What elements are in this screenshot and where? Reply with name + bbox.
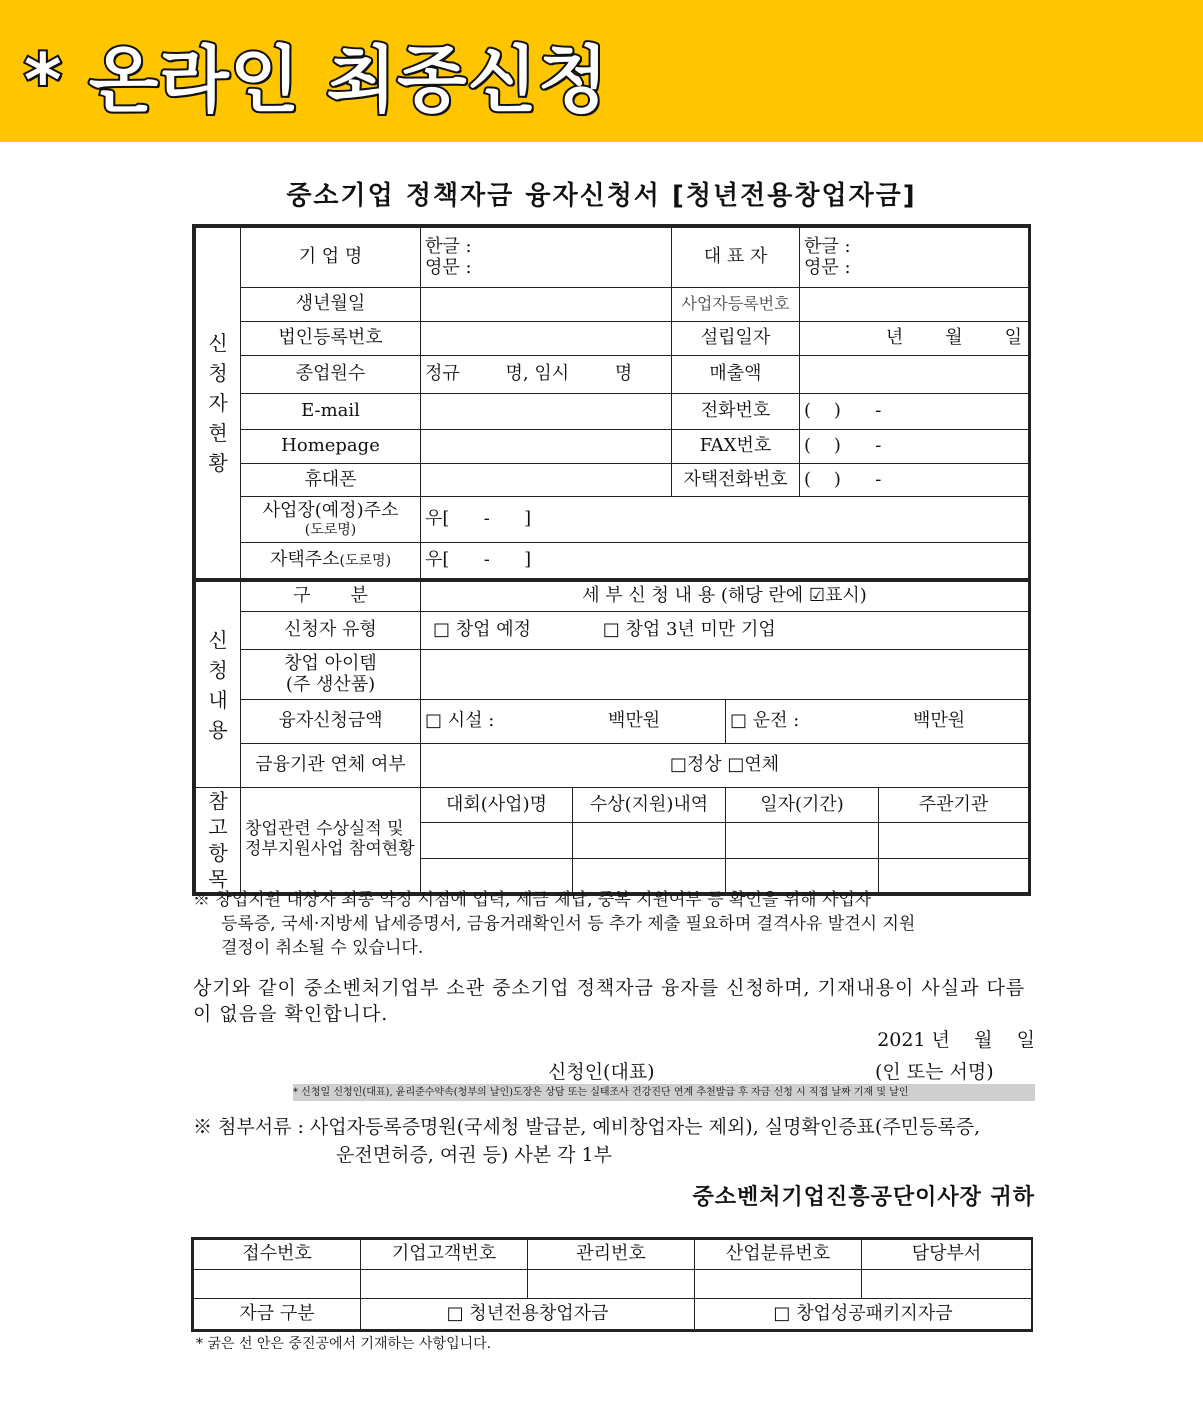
office-cell[interactable] <box>528 1270 695 1299</box>
office-header-customer: 기업고객번호 <box>361 1240 528 1270</box>
birth-field[interactable] <box>421 288 672 322</box>
category-header: 구 분 <box>241 582 421 612</box>
ref-header-date: 일자(기간) <box>726 788 879 823</box>
company-name-field[interactable]: 한글 : 영문 : <box>421 228 672 288</box>
office-header-dept: 담당부서 <box>862 1240 1032 1270</box>
founded-label: 설립일자 <box>672 322 800 356</box>
delinquency-options[interactable]: □정상 □연체 <box>421 744 1029 788</box>
office-header-receipt: 접수번호 <box>194 1240 361 1270</box>
home-phone-label: 자택전화번호 <box>672 464 800 497</box>
operating-amount-field[interactable]: □ 운전 : 백만원 <box>726 700 1029 744</box>
reference-row-label: 창업관련 수상실적 및 정부지원사업 참여현황 <box>241 788 421 893</box>
office-use-table <box>191 1237 1033 1332</box>
ref-cell[interactable] <box>726 823 879 858</box>
addressee: 중소벤처기업진흥공단이사장 귀하 <box>692 1184 1035 1210</box>
eligibility-note: ※ 창업지원 대상자 최종 약정 시점에 업력, 세금 체납, 중복 지원여부 등 확인을 위해 사업자 등록증, 국세·지방세 납세증명서, 금융거래확인서 등 추가 제출 필요하며 결격사유 발견시 지원 결정이 취소될 수 있습니다. <box>193 890 916 958</box>
home-address-label: 자택주소(도로명) <box>241 543 421 579</box>
delinquency-label: 금융기관 연체 여부 <box>241 744 421 788</box>
fund-type-label: 자금 구분 <box>194 1299 361 1330</box>
homepage-field[interactable] <box>421 430 672 464</box>
header-banner <box>0 0 1203 142</box>
request-content-table <box>192 578 1031 896</box>
company-name-label: 기 업 명 <box>241 228 421 288</box>
checkbox-youth-fund[interactable]: □ 청년전용창업자금 <box>361 1299 695 1330</box>
corp-reg-no-field[interactable] <box>421 322 672 356</box>
declaration-text: 상기와 같이 중소벤처기업부 소관 중소기업 정책자금 융자를 신청하며, 기재내용이 사실과 다름이 없음을 확인합니다. <box>193 977 1026 1025</box>
email-field[interactable] <box>421 394 672 430</box>
ref-header-award: 수상(지원)내역 <box>573 788 726 823</box>
biz-address-field[interactable]: 우[ - ] <box>421 497 1029 543</box>
birth-label: 생년월일 <box>241 288 421 322</box>
office-cell[interactable] <box>194 1270 361 1299</box>
reference-section-label: 참 고 항 목 <box>196 788 241 893</box>
office-cell[interactable] <box>862 1270 1032 1299</box>
representative-label: 대 표 자 <box>672 228 800 288</box>
applicant-type-options <box>421 612 1029 650</box>
fax-label: FAX번호 <box>672 430 800 464</box>
phone-field[interactable]: ( ) - <box>800 394 1029 430</box>
mobile-label: 휴대폰 <box>241 464 421 497</box>
item-label: 창업 아이템 (주 생산품) <box>241 650 421 700</box>
checkbox-facility: □ 시설 : <box>425 710 495 732</box>
facility-amount-field[interactable]: □ 시설 : 백만원 <box>421 700 726 744</box>
item-field[interactable] <box>421 650 1029 700</box>
checkbox-operating: □ 운전 : <box>730 710 800 732</box>
ref-cell[interactable] <box>421 823 573 858</box>
detail-header: 세 부 신 청 내 용 (해당 란에 ☑표시) <box>421 582 1029 612</box>
seal-or-signature[interactable]: (인 또는 서명) <box>875 1061 994 1083</box>
checkbox-success-package[interactable]: □ 창업성공패키지자금 <box>695 1299 1032 1330</box>
applicant-section-label: 신 청 자 현 황 <box>196 228 241 579</box>
applicant-type-label: 신청자 유형 <box>241 612 421 650</box>
home-address-field[interactable]: 우[ - ] <box>421 543 1029 579</box>
office-header-manage: 관리번호 <box>528 1240 695 1270</box>
date-line: 2021 년 월 일 <box>877 1029 1035 1051</box>
office-cell[interactable] <box>695 1270 862 1299</box>
attachments-note: ※ 첨부서류 : 사업자등록증명원(국세청 발급분, 예비창업자는 제외), 실명확인증표(주민등록증, 운전면허증, 여권 등) 사본 각 1부 <box>193 1116 981 1166</box>
checkbox-startup-planned[interactable]: □ 창업 예정 <box>433 619 532 641</box>
footnote: * 굵은 선 안은 중진공에서 기재하는 사항입니다. <box>196 1336 492 1352</box>
office-header-industry: 산업분류번호 <box>695 1240 862 1270</box>
biz-address-label: 사업장(예정)주소 (도로명) <box>241 497 421 543</box>
founded-field[interactable]: 년 월 일 <box>800 322 1029 356</box>
biz-reg-no-field[interactable] <box>800 288 1029 322</box>
checkbox-startup-under-3y[interactable]: □ 창업 3년 미만 기업 <box>602 619 776 641</box>
fine-print: * 신청일 신청인(대표), 윤리준수약속(청부의 날인)도장은 상담 또는 실태조사 건강진단 연계 추천발급 후 자금 신청 시 직접 날짜 기재 및 날인 <box>293 1084 1035 1101</box>
sales-field[interactable] <box>800 356 1029 394</box>
applicant-signature-label: 신청인(대표) <box>548 1061 655 1083</box>
ref-cell[interactable] <box>573 823 726 858</box>
banner-title: * 온라인 최종신청 <box>24 38 609 122</box>
homepage-label: Homepage <box>241 430 421 464</box>
document-title: 중소기업 정책자금 융자신청서 [청년전용창업자금] <box>286 181 917 211</box>
loan-amount-label: 융자신청금액 <box>241 700 421 744</box>
fax-field[interactable]: ( ) - <box>800 430 1029 464</box>
mobile-field[interactable] <box>421 464 672 497</box>
email-label: E-mail <box>241 394 421 430</box>
employees-label: 종업원수 <box>241 356 421 394</box>
employees-field[interactable]: 정규 명, 임시 명 <box>421 356 672 394</box>
sales-label: 매출액 <box>672 356 800 394</box>
request-section-label: 신 청 내 용 <box>196 582 241 788</box>
corp-reg-no-label: 법인등록번호 <box>241 322 421 356</box>
home-phone-field[interactable]: ( ) - <box>800 464 1029 497</box>
ref-cell[interactable] <box>879 823 1029 858</box>
representative-field[interactable]: 한글 : 영문 : <box>800 228 1029 288</box>
phone-label: 전화번호 <box>672 394 800 430</box>
ref-header-host: 주관기관 <box>879 788 1029 823</box>
applicant-status-table <box>192 224 1031 582</box>
office-cell[interactable] <box>361 1270 528 1299</box>
biz-reg-no-label: 사업자등록번호 <box>672 288 800 322</box>
ref-header-contest: 대회(사업)명 <box>421 788 573 823</box>
